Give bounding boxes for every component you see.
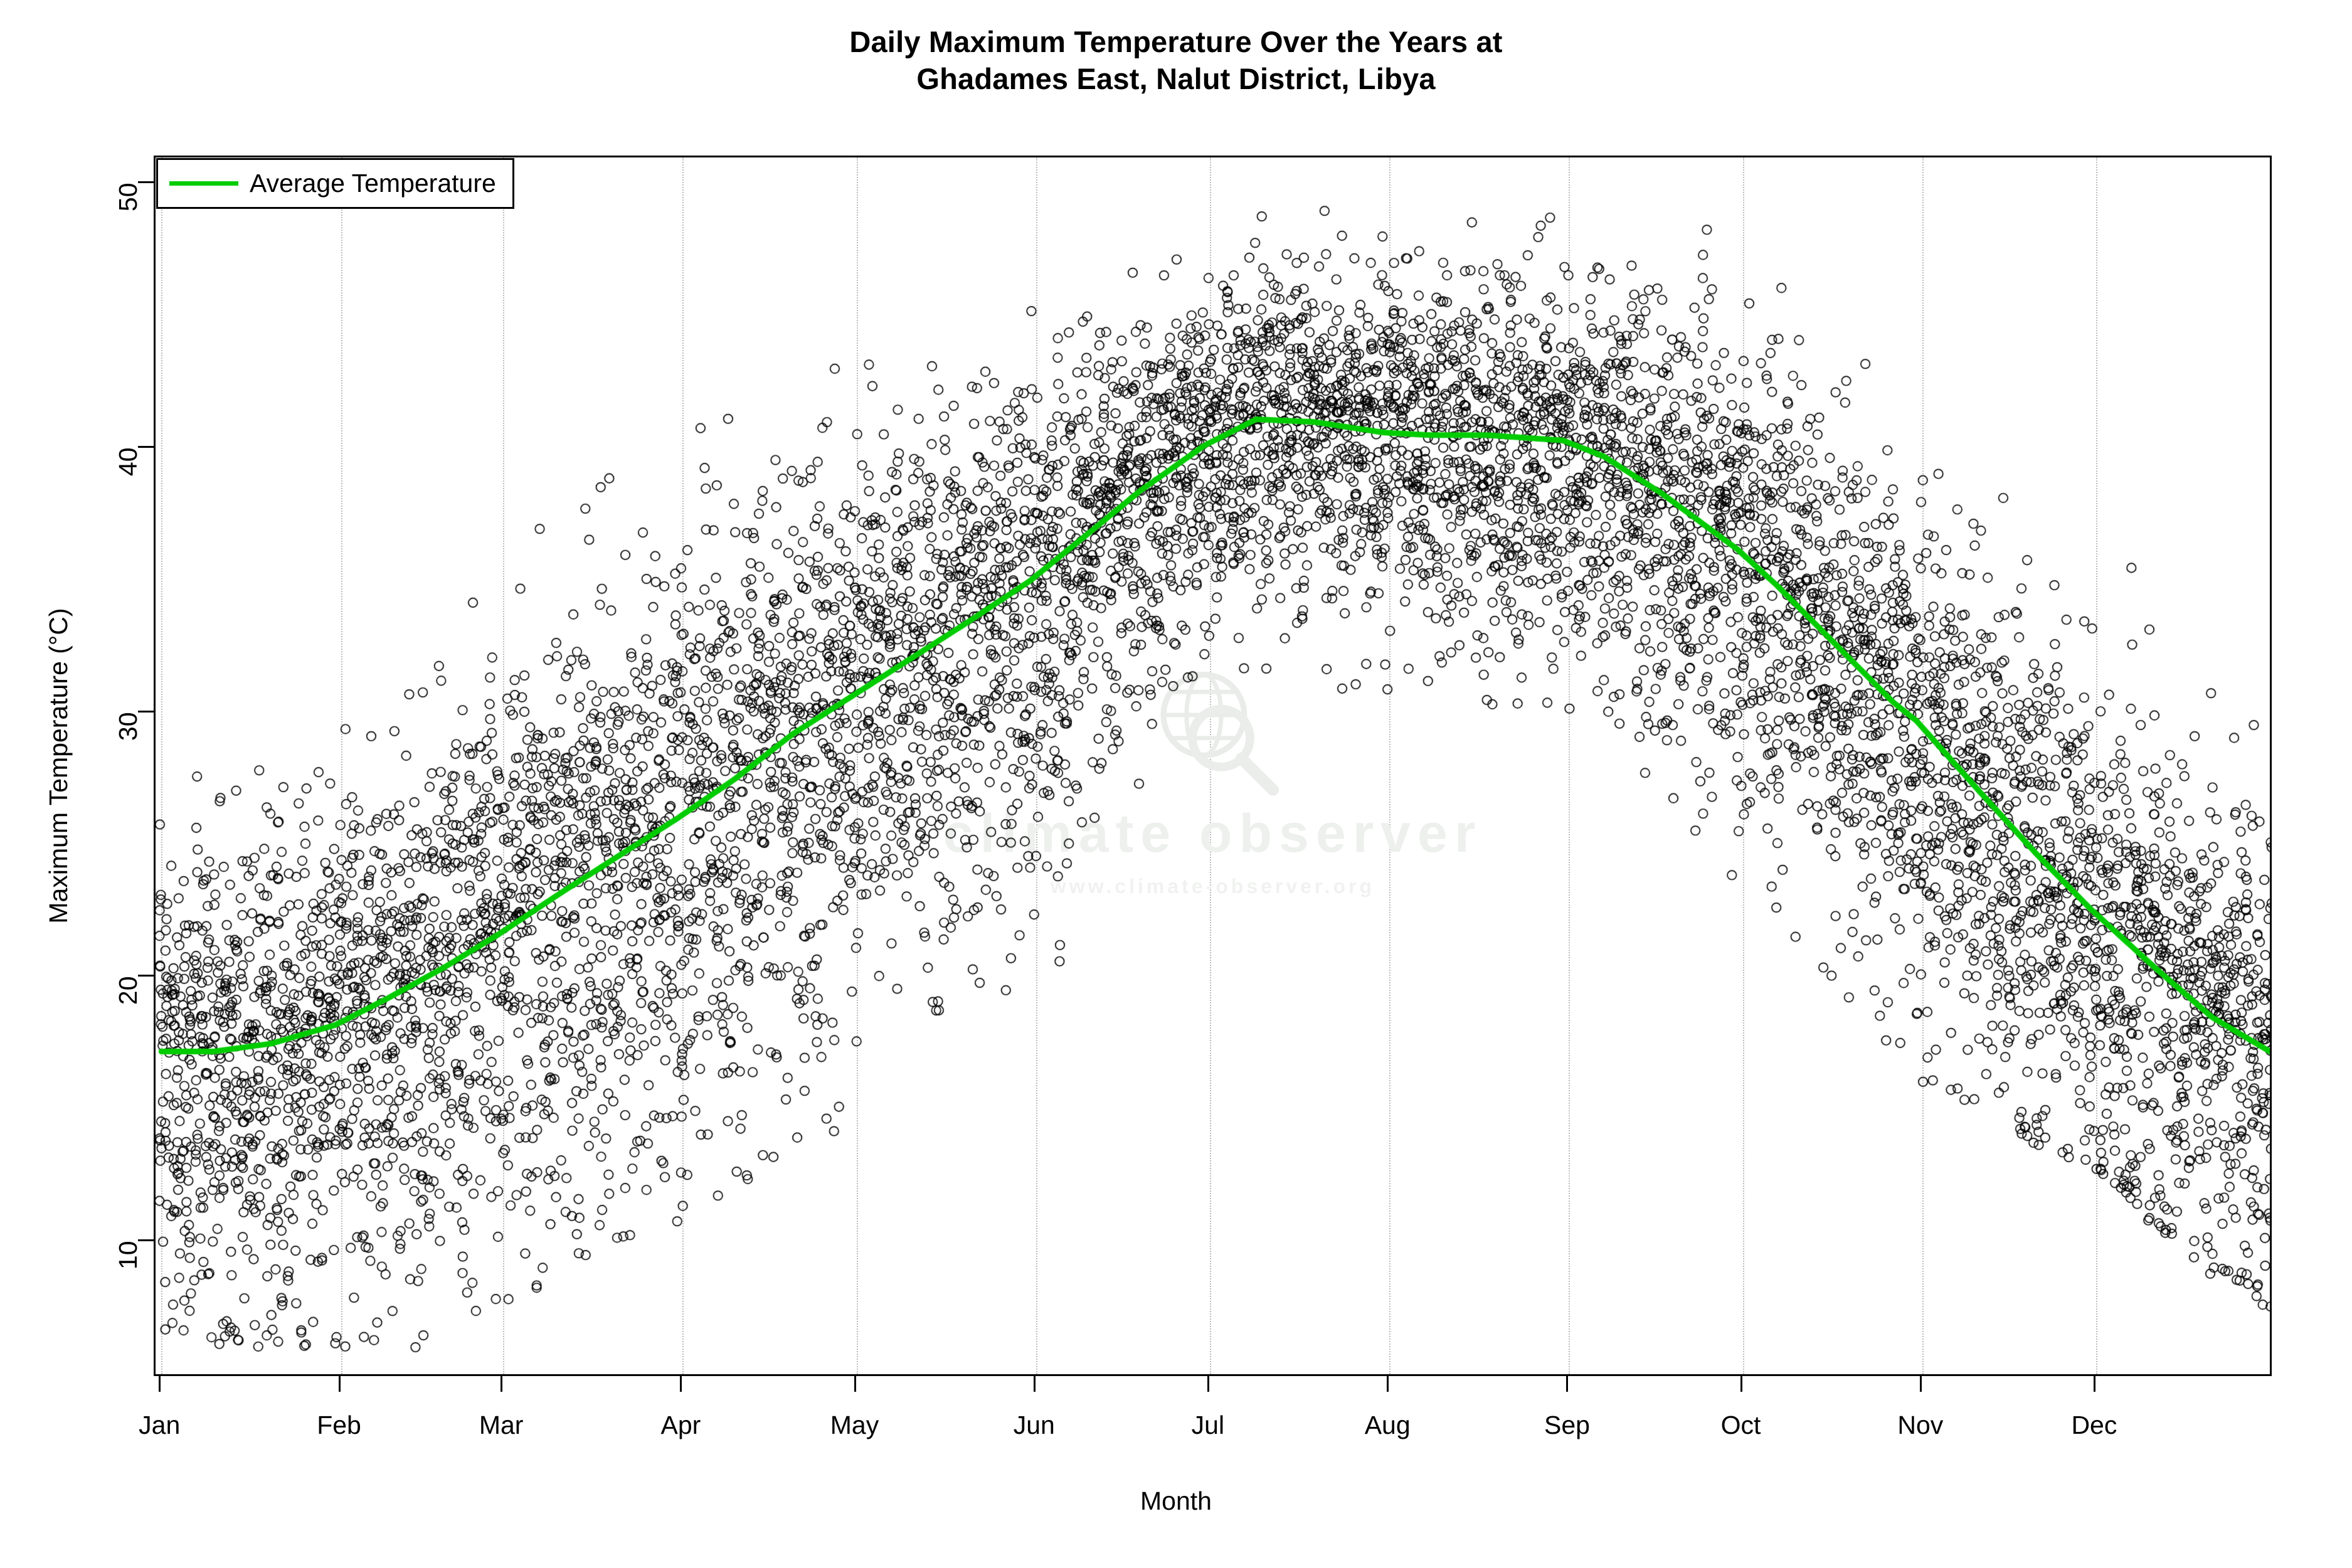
x-tick-label-oct: Oct — [1720, 1411, 1761, 1439]
x-tick-label-aug: Aug — [1364, 1411, 1411, 1439]
x-tick-mark-aug — [1387, 1376, 1389, 1392]
x-tick-label-jul: Jul — [1191, 1411, 1225, 1439]
x-tick-label-jan: Jan — [139, 1411, 181, 1439]
legend-line-swatch — [169, 181, 238, 186]
x-tick-mark-may — [854, 1376, 856, 1392]
x-tick-mark-jan — [159, 1376, 161, 1392]
x-tick-mark-sep — [1566, 1376, 1568, 1392]
x-tick-label-nov: Nov — [1897, 1411, 1944, 1439]
average-temperature-line — [156, 157, 2270, 1374]
chart-title-line-1: Daily Maximum Temperature Over the Years at — [849, 25, 1503, 58]
y-tick-label-50: 50 — [114, 183, 143, 212]
x-tick-mark-jul — [1207, 1376, 1209, 1392]
x-tick-label-dec: Dec — [2071, 1411, 2117, 1439]
y-tick-label-30: 30 — [114, 712, 143, 741]
x-tick-label-mar: Mar — [479, 1411, 524, 1439]
chart-legend — [156, 158, 514, 209]
y-axis-title: Maximum Temperature (°C) — [44, 608, 73, 924]
y-tick-label-40: 40 — [114, 447, 143, 477]
x-tick-label-feb: Feb — [317, 1411, 361, 1439]
y-tick-label-10: 10 — [114, 1241, 143, 1270]
plot-area — [154, 156, 2272, 1376]
x-tick-label-apr: Apr — [660, 1411, 701, 1439]
x-tick-label-jun: Jun — [1013, 1411, 1055, 1439]
chart-title-line-2: Ghadames East, Nalut District, Libya — [916, 61, 1436, 95]
x-axis-title: Month — [1140, 1486, 1212, 1515]
x-tick-label-may: May — [830, 1411, 879, 1439]
x-tick-mark-mar — [501, 1376, 502, 1392]
chart-title — [0, 24, 2352, 98]
x-tick-mark-feb — [339, 1376, 341, 1392]
legend-label-average-temperature: Average Temperature — [250, 169, 496, 198]
y-tick-label-20: 20 — [114, 976, 143, 1005]
x-tick-mark-nov — [1920, 1376, 1922, 1392]
x-tick-mark-apr — [680, 1376, 682, 1392]
x-tick-mark-dec — [2094, 1376, 2095, 1392]
x-tick-mark-jun — [1034, 1376, 1036, 1392]
x-tick-label-sep: Sep — [1544, 1411, 1590, 1439]
x-tick-mark-oct — [1740, 1376, 1742, 1392]
